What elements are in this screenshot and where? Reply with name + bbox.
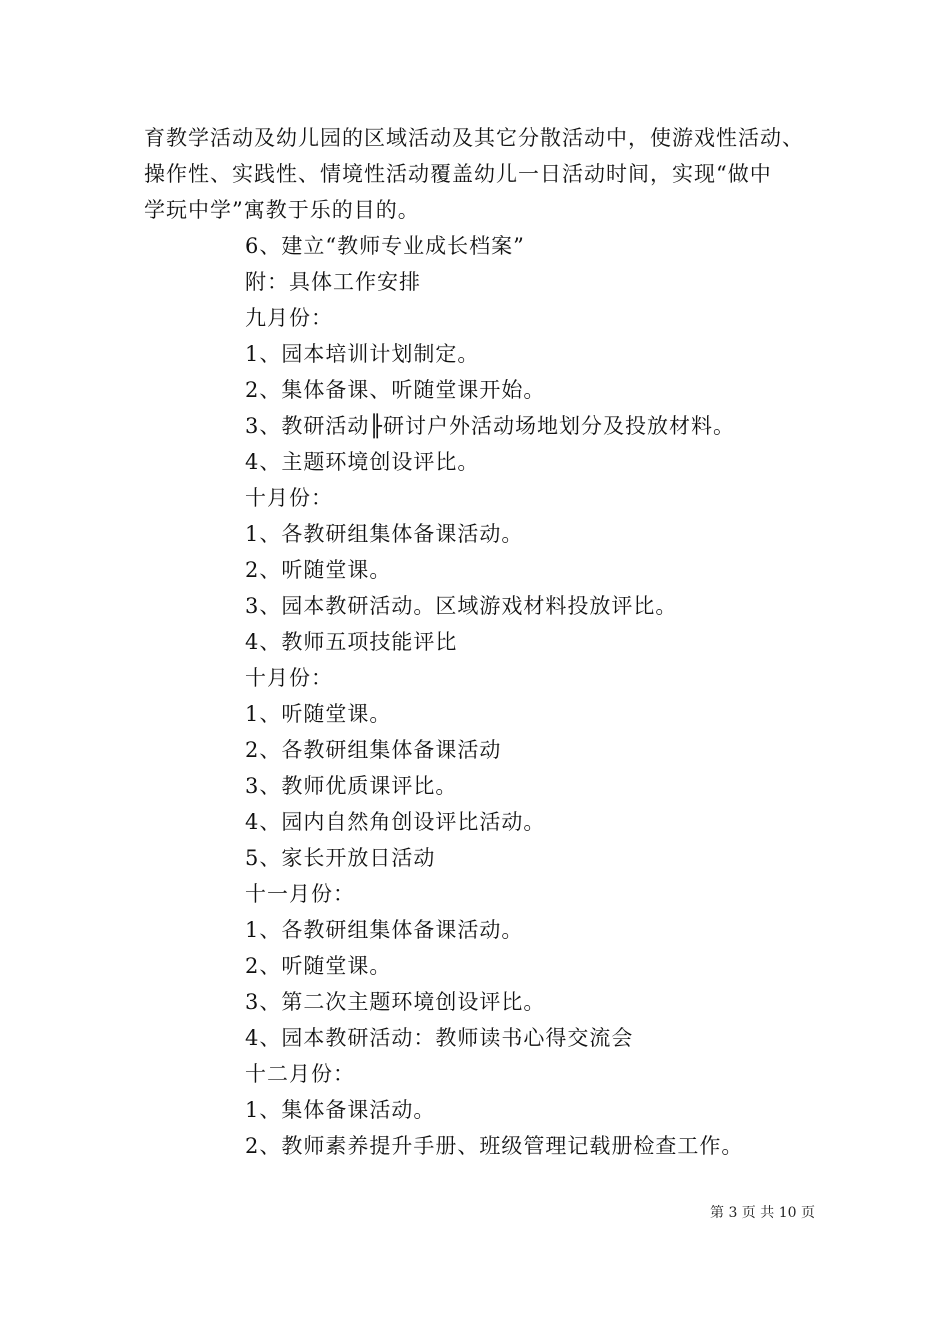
- list-item: 4、主题环境创设评比。: [245, 450, 480, 474]
- list-item: 4、教师五项技能评比: [245, 630, 458, 654]
- list-item: 4、园本教研活动：教师读书心得交流会: [245, 1026, 634, 1050]
- list-item: 4、园内自然角创设评比活动。: [245, 810, 546, 834]
- month-heading-november: 十一月份：: [245, 882, 355, 906]
- list-item: 5、家长开放日活动: [245, 846, 436, 870]
- month-heading-december: 十二月份：: [245, 1062, 355, 1086]
- appendix-title: 附：具体工作安排: [245, 270, 421, 294]
- list-item: 2、听随堂课。: [245, 558, 392, 582]
- list-item: 3、园本教研活动。区域游戏材料投放评比。: [245, 594, 678, 618]
- month-heading-september: 九月份：: [245, 306, 333, 330]
- list-item: 2、集体备课、听随堂课开始。: [245, 378, 546, 402]
- list-item: 1、各教研组集体备课活动。: [245, 522, 524, 546]
- list-item: 2、听随堂课。: [245, 954, 392, 978]
- intro-paragraph: [144, 120, 834, 228]
- month-heading-october-second: 十月份：: [245, 666, 333, 690]
- list-item: 1、各教研组集体备课活动。: [245, 918, 524, 942]
- month-heading-october: 十月份：: [245, 486, 333, 510]
- list-item: 1、听随堂课。: [245, 702, 392, 726]
- work-schedule: [245, 228, 845, 1164]
- list-item: 1、园本培训计划制定。: [245, 342, 480, 366]
- list-item: 3、第二次主题环境创设评比。: [245, 990, 546, 1014]
- list-item: 3、教研活动╟研讨户外活动场地划分及投放材料。: [245, 414, 736, 438]
- list-item: 2、各教研组集体备课活动: [245, 738, 502, 762]
- paragraph-line: 学玩中学”寓教于乐的目的。: [144, 198, 420, 222]
- paragraph-line: 育教学活动及幼儿园的区域活动及其它分散活动中，使游戏性活动、: [144, 126, 804, 150]
- list-item: 2、教师素养提升手册、班级管理记载册检查工作。: [245, 1134, 744, 1158]
- page-number: 第 3 页 共 10 页: [710, 1205, 815, 1221]
- list-item: 3、教师优质课评比。: [245, 774, 458, 798]
- paragraph-line: 操作性、实践性、情境性活动覆盖幼儿一日活动时间，实现“做中: [144, 162, 772, 186]
- list-item: 1、集体备课活动。: [245, 1098, 436, 1122]
- section-heading: 6、建立“教师专业成长档案”: [245, 234, 525, 258]
